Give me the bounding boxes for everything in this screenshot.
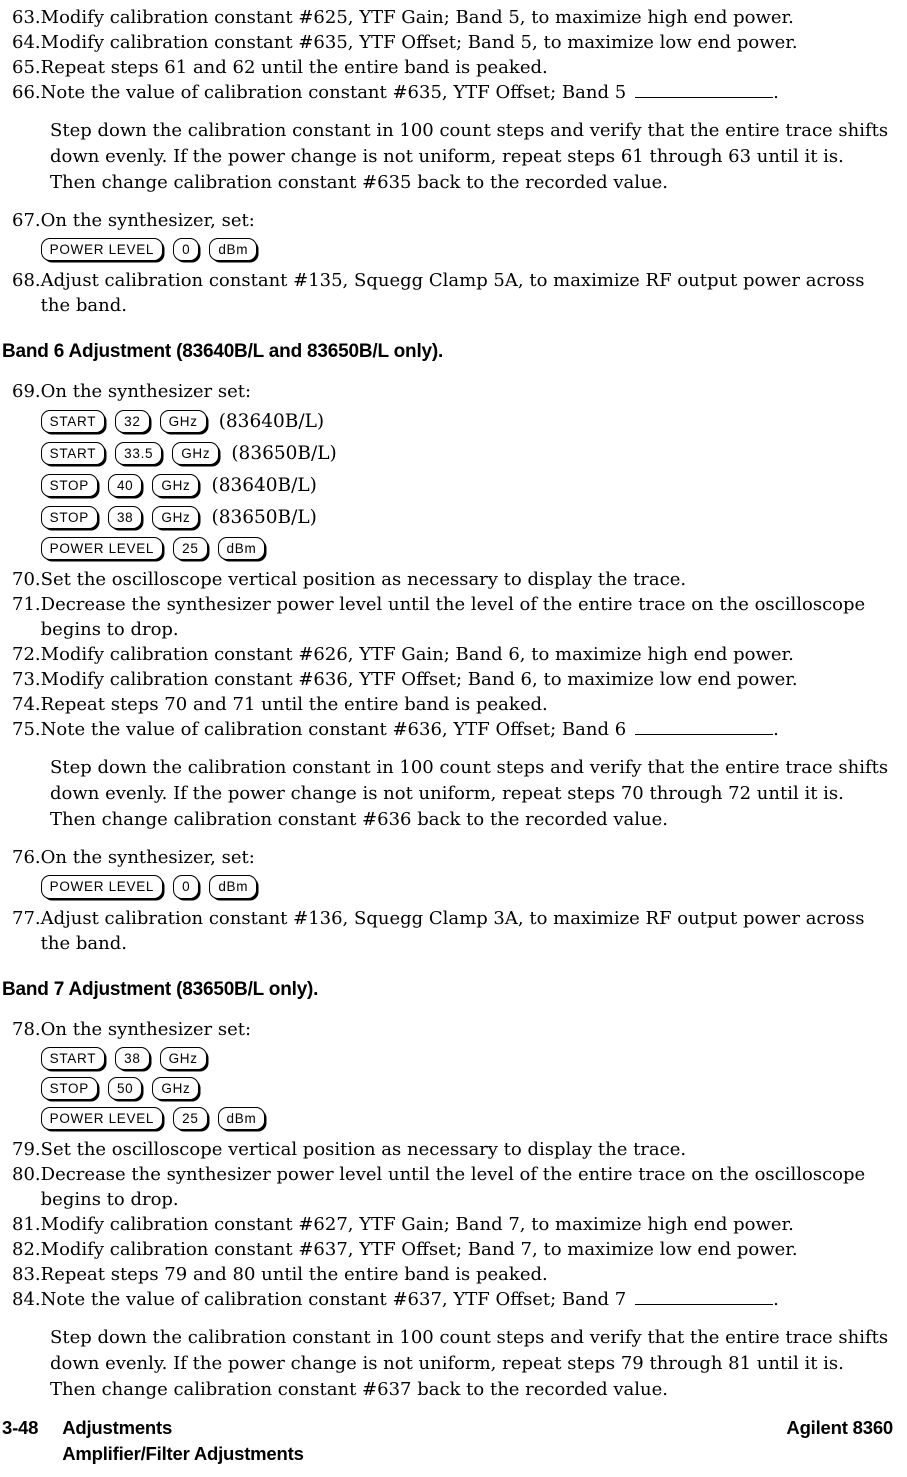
step-text: Repeat steps 61 and 62 until the entire band is peaked. [40, 57, 548, 78]
step-number: 65. [12, 57, 41, 78]
dbm-key: dBm [209, 875, 257, 898]
digit-50-key: 50 [108, 1077, 142, 1100]
step-71 [2, 592, 893, 642]
step-81 [2, 1212, 893, 1237]
step-75 [2, 717, 893, 742]
model-note: (83650B/L) [231, 443, 337, 465]
model-note: (83650B/L) [211, 507, 317, 529]
start-key: START [41, 410, 106, 433]
step-text [41, 1287, 893, 1312]
period: . [773, 1289, 779, 1311]
ghz-key: GHz [152, 506, 199, 529]
start-key: START [41, 1047, 106, 1070]
step-number: 64. [12, 32, 41, 53]
keypad-sequence [41, 409, 893, 434]
step-66 [2, 80, 893, 105]
step-63 [2, 5, 893, 30]
step-80 [2, 1162, 893, 1212]
step-text: Modify calibration constant #627, YTF Gain; Band 7, to maximize high end power. [40, 1214, 794, 1236]
step-text: On the synthesizer set: [40, 1018, 252, 1040]
keypad-sequence [41, 537, 893, 560]
step-78 [2, 1017, 893, 1138]
step-text [41, 717, 893, 742]
step-69 [2, 379, 893, 567]
footer-section-info [62, 1415, 303, 1467]
step-74 [2, 692, 893, 717]
power-level-key: POWER LEVEL [41, 875, 163, 898]
step-text: Adjust calibration constant #136, Squegg Clamp 3A, to maximize RF output power across the band. [40, 907, 865, 954]
note-paragraph-band5: Step down the calibration constant in 100 count steps and verify that the entire trace shifts down evenly. If the power change is not uniform, repeat steps 61 through 63 until it is. Then change calibration constant #635 back to the recorded value. [50, 120, 889, 193]
step-text-fragment: Note the value of calibration constant #636, YTF Offset; Band 6 [40, 719, 627, 741]
step-text [41, 80, 893, 105]
step-82 [2, 1237, 893, 1262]
stop-key: STOP [41, 474, 98, 497]
keypad-sequence [41, 1107, 893, 1130]
power-level-key: POWER LEVEL [41, 1107, 163, 1130]
step-number: 67. [12, 210, 41, 231]
footer-subsection: Amplifier/Filter Adjustments [62, 1443, 304, 1465]
step-text: Modify calibration constant #635, YTF Offset; Band 5, to maximize low end power. [40, 32, 798, 53]
step-number: 76. [12, 847, 41, 869]
ghz-key: GHz [152, 474, 199, 497]
digit-38-key: 38 [108, 506, 142, 529]
step-number: 69. [12, 381, 41, 403]
step-number: 63. [12, 7, 41, 28]
step-79 [2, 1137, 893, 1162]
step-text-fragment: Note the value of calibration constant #635, YTF Offset; Band 5 [40, 82, 627, 103]
dbm-key: dBm [218, 1107, 266, 1130]
keypad-sequence [41, 1077, 893, 1100]
step-number: 81. [12, 1214, 41, 1236]
step-83 [2, 1262, 893, 1287]
ghz-key: GHz [152, 1077, 199, 1100]
step-number: 72. [12, 644, 41, 666]
step-number: 73. [12, 669, 41, 691]
step-number: 84. [12, 1289, 41, 1311]
step-text-fragment: Note the value of calibration constant #637, YTF Offset; Band 7 [40, 1289, 627, 1311]
keypad-sequence [41, 1047, 893, 1070]
step-77 [2, 906, 893, 956]
digit-40-key: 40 [108, 474, 142, 497]
step-text: Decrease the synthesizer power level until the level of the entire trace on the oscilloscope begins to drop. [40, 594, 866, 641]
step-number: 77. [12, 907, 41, 929]
step-number: 78. [12, 1018, 41, 1040]
step-73 [2, 667, 893, 692]
step-text: Adjust calibration constant #135, Squegg Clamp 5A, to maximize RF output power across the band. [40, 270, 865, 317]
keypad-sequence [41, 238, 893, 261]
step-number: 74. [12, 694, 41, 716]
stop-key: STOP [41, 1077, 98, 1100]
digit-0-key: 0 [173, 875, 199, 898]
step-67 [2, 208, 893, 268]
step-number: 79. [12, 1139, 41, 1161]
dbm-key: dBm [218, 537, 266, 560]
keypad-sequence [41, 875, 893, 898]
ghz-key: GHz [172, 442, 219, 465]
dbm-key: dBm [209, 238, 257, 261]
step-text: Modify calibration constant #636, YTF Offset; Band 6, to maximize low end power. [40, 669, 798, 691]
step-84 [2, 1287, 893, 1312]
section-heading-band7: Band 7 Adjustment (83650B/L only). [2, 978, 319, 1000]
step-text: Set the oscilloscope vertical position as necessary to display the trace. [40, 1139, 687, 1161]
step-text: On the synthesizer, set: [40, 210, 255, 231]
step-text: Repeat steps 79 and 80 until the entire band is peaked. [40, 1264, 548, 1286]
stop-key: STOP [41, 506, 98, 529]
step-content [41, 1017, 893, 1138]
digit-33-5-key: 33.5 [115, 442, 162, 465]
step-text: Repeat steps 70 and 71 until the entire band is peaked. [40, 694, 548, 716]
ghz-key: GHz [160, 1047, 207, 1070]
step-number: 71. [12, 594, 41, 616]
step-text: On the synthesizer, set: [40, 847, 255, 869]
step-number: 80. [12, 1164, 41, 1186]
fill-in-blank [635, 732, 773, 735]
step-72 [2, 642, 893, 667]
step-content [41, 845, 893, 905]
note-paragraph-band6: Step down the calibration constant in 100 count steps and verify that the entire trace shifts down evenly. If the power change is not uniform, repeat steps 70 through 72 until it is. Then change calibration constant #636 back to the recorded value. [50, 757, 889, 831]
step-text: Modify calibration constant #637, YTF Offset; Band 7, to maximize low end power. [40, 1239, 798, 1261]
model-note: (83640B/L) [218, 411, 325, 433]
footer-page-number: 3-48 [2, 1417, 39, 1439]
step-number: 83. [12, 1264, 41, 1286]
step-number: 66. [12, 82, 41, 103]
step-68 [2, 268, 893, 318]
step-text: Set the oscilloscope vertical position as necessary to display the trace. [40, 569, 687, 591]
step-text: Modify calibration constant #626, YTF Gain; Band 6, to maximize high end power. [40, 644, 794, 666]
step-76 [2, 845, 893, 905]
step-number: 75. [12, 719, 41, 741]
keypad-sequence [41, 473, 893, 498]
step-65 [2, 55, 893, 80]
step-64 [2, 30, 893, 55]
step-content [41, 379, 893, 567]
keypad-sequence [41, 441, 893, 466]
ghz-key: GHz [160, 410, 207, 433]
digit-32-key: 32 [115, 410, 149, 433]
fill-in-blank [635, 1302, 773, 1305]
digit-25-key: 25 [173, 1107, 207, 1130]
digit-38-key: 38 [115, 1047, 149, 1070]
step-number: 82. [12, 1239, 41, 1261]
step-text: Modify calibration constant #625, YTF Gain; Band 5, to maximize high end power. [40, 7, 794, 28]
model-note: (83640B/L) [211, 475, 317, 497]
digit-25-key: 25 [173, 537, 207, 560]
section-heading-band6: Band 6 Adjustment (83640B/L and 83650B/L only). [2, 341, 444, 363]
footer-brand: Agilent 8360 [786, 1417, 893, 1439]
step-number: 70. [12, 569, 41, 591]
page-footer [2, 1415, 893, 1477]
step-text: On the synthesizer set: [40, 381, 252, 403]
power-level-key: POWER LEVEL [41, 537, 163, 560]
period: . [773, 82, 779, 103]
step-content [41, 208, 893, 268]
digit-0-key: 0 [173, 238, 199, 261]
step-text: Decrease the synthesizer power level until the level of the entire trace on the oscilloscope begins to drop. [40, 1164, 866, 1211]
start-key: START [41, 442, 106, 465]
note-paragraph-band7: Step down the calibration constant in 100 count steps and verify that the entire trace shifts down evenly. If the power change is not uniform, repeat steps 79 through 81 until it is. Then change calibration constant #637 back to the recorded value. [50, 1327, 889, 1401]
period: . [773, 719, 779, 741]
power-level-key: POWER LEVEL [41, 238, 163, 261]
keypad-sequence [41, 505, 893, 530]
step-70 [2, 567, 893, 592]
step-number: 68. [12, 270, 41, 292]
fill-in-blank [635, 95, 773, 98]
footer-section: Adjustments [62, 1417, 173, 1439]
